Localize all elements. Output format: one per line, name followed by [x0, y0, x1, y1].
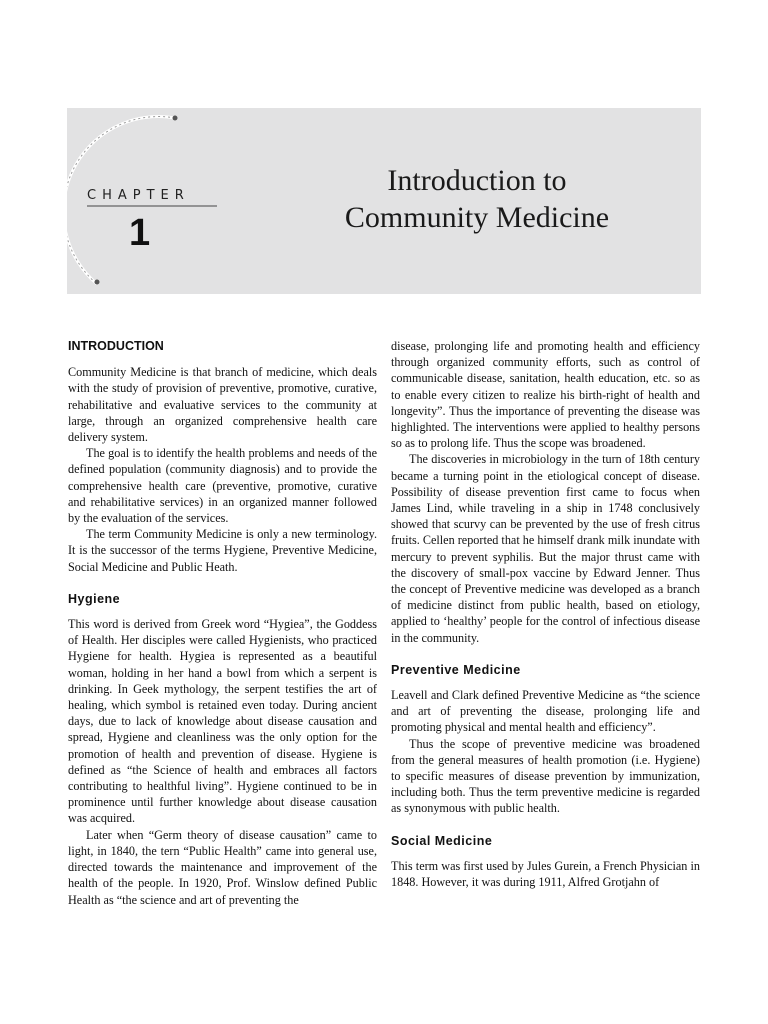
chapter-banner — [67, 108, 701, 294]
hygiene-paragraph-1: This word is derived from Greek word “Hygiea”, the Goddess of Health. Her disciples were called Hygienists, who practiced Hygiene for health. Hygiea is represented as a beautiful woman, holding in her hand a bowl from which a serpent is drinking. In Geek mythology, the serpent testifies the art of healing, which symbol is retained even today. During ancient days, due to lack of knowledge about disease causation and spread, Hygiene and cleanliness was the only option for the promotion of health and prevention of disease. Hygiene is defined as “the Science of health and embraces all factors contributing to healthful living”. Hygiene continued to be in prominence until further knowledge about disease causation was acquired. — [68, 617, 377, 826]
left-column — [68, 338, 377, 908]
chapter-label: CHAPTER — [85, 188, 219, 203]
continued-paragraph-1: disease, prolonging life and promoting health and efficiency through organized community efforts, such as control of communicable disease, sanitation, health education, etc. so as to enable every citizen to realize his birth-right of health and longevity”. Thus the importance of preventing the disease was highlighted. The interventions were applied to healthy persons so as to prolong life. Thus the scope was broadened. — [391, 339, 700, 451]
chapter-title-line-2: Community Medicine — [344, 201, 610, 234]
chapter-title — [277, 162, 677, 236]
introduction-paragraph-3: The term Community Medicine is only a new terminology. It is the successor of the terms Hygiene, Preventive Medicine, Social Medicine and Public Heath. — [68, 527, 377, 574]
social-paragraph-1: This term was first used by Jules Gurein, a French Physician in 1848. However, it was during 1911, Alfred Grotjahn of — [391, 858, 700, 890]
introduction-heading: INTRODUCTION — [68, 339, 164, 353]
preventive-paragraph-1: Leavell and Clark defined Preventive Medicine as “the science and art of preventing the disease, prolonging life and promoting physical and mental health and efficiency”. — [391, 688, 700, 735]
hygiene-heading: Hygiene — [68, 591, 121, 606]
right-column — [391, 338, 700, 890]
introduction-paragraph-1: Community Medicine is that branch of medicine, which deals with the study of provision of preventive, promotive, curative, rehabilitative and evaluative services to the community at large, through an organized comprehensive health care delivery system. — [68, 365, 377, 445]
continued-paragraph-2: The discoveries in microbiology in the turn of 18th century became a turning point in the etiological concept of disease. Possibility of disease prevention first came to focus when James Lind, while traveling in a ship in 1748 conclusively showed that scurvy can be prevented by the use of fresh citrus fruits. Cellen reported that he himself drank milk inundate with mercury to prevent syphilis. But the major thrust came with the discovery of small-pox vaccine by Edward Jenner. Thus the concept of Preventive medicine was developed as a branch of medicine distinct from public health, based on etiology, applied to ‘healthy’ people for the control of infectious disease in the community. — [391, 452, 700, 645]
preventive-medicine-heading: Preventive Medicine — [391, 662, 521, 677]
social-medicine-heading: Social Medicine — [391, 833, 493, 848]
hygiene-paragraph-2: Later when “Germ theory of disease causation” came to light, in 1840, the tern “Public Health” came into general use, directed towards the maintenance and improvement of the health of the people. In 1920, Prof. Winslow defined Public Health as “the science and art of preventing the — [68, 827, 377, 907]
chapter-title-line-1: Introduction to — [387, 164, 567, 197]
introduction-paragraph-2: The goal is to identify the health problems and needs of the defined population (community diagnosis) and to provide the comprehensive health care (preventive, promotive, curative and rehabilitative services) in an organized manner followed by the evaluation of the services. — [68, 446, 377, 526]
preventive-paragraph-2: Thus the scope of preventive medicine was broadened from the general measures of health promotion (i.e. Hygiene) to specific measures of disease prevention by immunization, including both. Thus the term preventive medicine is regarded as synonymous with public health. — [391, 736, 700, 816]
chapter-number: 1 — [129, 212, 151, 254]
